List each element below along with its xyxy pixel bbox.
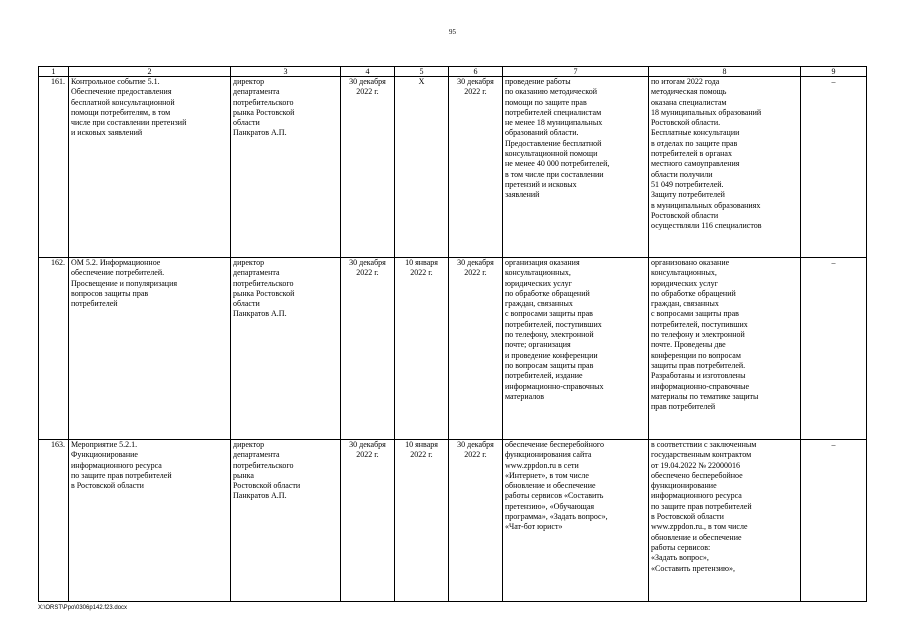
event-name: Мероприятие 5.2.1. Функционирование информационного ресурса по защите прав потребителей в Ростовской области xyxy=(69,440,231,602)
column-header: 7 xyxy=(503,67,649,77)
end-date: 30 декабря 2022 г. xyxy=(449,440,503,602)
actual-result: в соответствии с заключенным государственным контрактом от 19.04.2022 № 22000016 обеспечено бесперебойное функционирование информационного ресурса по защите прав потребителей в Ростовской области www.zppdon.ru., в том числе обновление и обеспечение работы сервисов: «Задать вопрос», «Составить претензию», xyxy=(649,440,801,602)
responsible-person: директор департамента потребительского рынка Ростовской области Панкратов А.П. xyxy=(231,77,341,258)
responsible-person: директор департамента потребительского рынка Ростовской области Панкратов А.П. xyxy=(231,258,341,440)
row-number: 161. xyxy=(39,77,69,258)
planned-result: обеспечение бесперебойного функционирования сайта www.zppdon.ru в сети «Интернет», в том числе обновление и обеспечение работы сервисов «Составить претензию», «Обучающая программа», «Задать вопрос», «Чат-бот юрист» xyxy=(503,440,649,602)
start-date: X xyxy=(395,77,449,258)
note: – xyxy=(801,440,867,602)
planned-result: организация оказания консультационных, юридических услуг по обработке обращений граждан, связанных с вопросами защиты прав потребителей, поступивших по телефону, электронной почте; организация и проведение конференции по вопросам защиты прав потребителей, издание информационно-справочных материалов xyxy=(503,258,649,440)
event-name: Контрольное событие 5.1. Обеспечение предоставления бесплатной консультационной помощи потребителям, в том числе при составлении претензий и исковых заявлений xyxy=(69,77,231,258)
page-number: 95 xyxy=(449,28,456,36)
table-row xyxy=(39,258,867,440)
table-row xyxy=(39,440,867,602)
column-header: 4 xyxy=(341,67,395,77)
event-name: ОМ 5.2. Информационное обеспечение потребителей. Просвещение и популяризация вопросов защиты прав потребителей xyxy=(69,258,231,440)
actual-result: по итогам 2022 года методическая помощь оказана специалистам 18 муниципальных образований Ростовской области. Бесплатные консультации в отделах по защите прав потребителей в органах местного самоуправления области получили 51 049 потребителей. Защиту потребителей в муниципальных образованиях Ростовской области осуществляли 116 специалистов xyxy=(649,77,801,258)
end-date: 30 декабря 2022 г. xyxy=(449,77,503,258)
column-header: 2 xyxy=(69,67,231,77)
report-table xyxy=(38,66,867,602)
file-path-footer: X:\ORST\Ppo\0306p142.f23.docx xyxy=(38,605,128,611)
column-header: 5 xyxy=(395,67,449,77)
column-header: 3 xyxy=(231,67,341,77)
actual-result: организовано оказание консультационных, юридических услуг по обработке обращений граждан, связанных с вопросами защиты прав потребителей, поступивших по телефону и электронной почте. Проведены две конференции по вопросам защиты прав потребителей. Разработаны и изготовлены информационно-справочные материалы по тематике защиты прав потребителей xyxy=(649,258,801,440)
plan-date: 30 декабря 2022 г. xyxy=(341,77,395,258)
start-date: 10 января 2022 г. xyxy=(395,258,449,440)
note: – xyxy=(801,258,867,440)
row-number: 162. xyxy=(39,258,69,440)
planned-result: проведение работы по оказанию методической помощи по защите прав потребителей специалистам не менее 18 муниципальных образований области. Предоставление бесплатной консультационной помощи не менее 40 000 потребителей, в том числе при составлении претензий и исковых заявлений xyxy=(503,77,649,258)
row-number: 163. xyxy=(39,440,69,602)
plan-date: 30 декабря 2022 г. xyxy=(341,440,395,602)
header-row xyxy=(39,67,867,77)
column-header: 8 xyxy=(649,67,801,77)
responsible-person: директор департамента потребительского рынка Ростовской области Панкратов А.П. xyxy=(231,440,341,602)
column-header: 9 xyxy=(801,67,867,77)
end-date: 30 декабря 2022 г. xyxy=(449,258,503,440)
plan-date: 30 декабря 2022 г. xyxy=(341,258,395,440)
note: – xyxy=(801,77,867,258)
start-date: 10 января 2022 г. xyxy=(395,440,449,602)
column-header: 6 xyxy=(449,67,503,77)
table-row xyxy=(39,77,867,258)
column-header: 1 xyxy=(39,67,69,77)
